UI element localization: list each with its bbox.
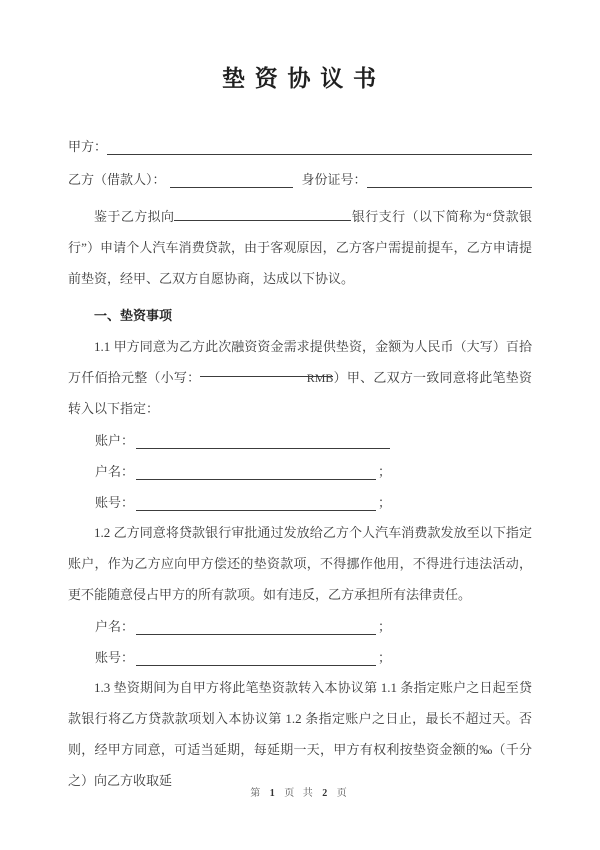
primary-account-row <box>68 424 532 455</box>
party-a-blank-line <box>107 140 532 155</box>
clause-1-1-text-after-blank: ）甲、乙双方一致同意将此笔垫资转入以下指定： <box>68 370 532 416</box>
secondary-holder-name-terminator: ； <box>378 619 392 634</box>
party-a-label: 甲方： <box>68 139 108 154</box>
secondary-holder-name-row <box>68 610 532 641</box>
secondary-account-number-terminator: ； <box>378 650 392 665</box>
secondary-holder-name-label: 户名： <box>95 619 135 634</box>
secondary-account-number-blank-line <box>136 651 376 666</box>
bank-name-blank-line <box>174 207 351 221</box>
primary-account-number-row <box>68 486 532 517</box>
secondary-account-number-row <box>68 641 532 672</box>
primary-account-blank-line <box>136 434 390 449</box>
id-number-label: 身份证号： <box>301 172 367 187</box>
clause-1-2-paragraph: 1.2 乙方同意将贷款银行审批通过发放给乙方个人汽车消费款发放至以下指定账户，作为乙方应向甲方偿还的垫资款项，不得挪作他用，不得进行违法活动，更不能随意侵占甲方的所有款项。如有违反，乙方承担所有法律责任。 <box>68 525 532 602</box>
amount-lowercase-blank-line <box>200 363 334 385</box>
preamble-paragraph <box>68 201 532 294</box>
secondary-holder-name-blank-line <box>136 620 376 635</box>
secondary-account-number-label: 账号： <box>95 650 135 665</box>
footer-word-prefix: 第 <box>250 788 264 799</box>
rmb-suffix-text: RMB <box>306 371 334 385</box>
preamble-text-before-blank: 鉴于乙方拟向 <box>94 209 175 224</box>
party-b-row <box>68 168 532 188</box>
clause-1-3-paragraph: 1.3 垫资期间为自甲方将此笔垫资款转入本协议第 1.1 条指定账户之日起至贷款银行将乙方贷款款项划入本协议第 1.2 条指定账户之日止，最长不超过天。否则，经甲方同意，可适当延期，每延期一天，甲方有权利按垫资金额的‰（千分之）向乙方收取延 <box>68 680 532 788</box>
primary-holder-name-terminator: ； <box>378 464 392 479</box>
primary-account-number-label: 账号： <box>95 495 135 510</box>
footer-current-page-number: 1 <box>269 788 278 799</box>
footer-word-suffix: 页 <box>336 788 350 799</box>
preamble-text-after-blank: 银行支行（以下简称为“贷款银行”）申请个人汽车消费贷款，由于客观原因，乙方客户需提前提车，乙方申请提前垫资，经甲、乙双方自愿协商，达成以下协议。 <box>68 209 532 286</box>
page-footer <box>0 784 600 799</box>
primary-holder-name-label: 户名： <box>95 464 135 479</box>
party-a-row <box>68 135 532 155</box>
clause-1-1-paragraph <box>68 331 532 424</box>
footer-total-pages-number: 2 <box>322 788 331 799</box>
primary-account-number-blank-line <box>136 496 376 511</box>
party-b-name-blank-line <box>170 173 293 188</box>
clause-1-1-text-before-blank: 1.1 甲方同意为乙方此次融资资金需求提供垫资，金额为人民币（大写）百拾万仟佰拾元整（小写： <box>68 339 532 385</box>
document-title: 垫 资 协 议 书 <box>222 66 378 91</box>
id-number-blank-line <box>367 173 532 188</box>
footer-word-middle: 页 共 <box>284 788 316 799</box>
primary-account-label: 账户： <box>95 433 135 448</box>
primary-holder-name-row <box>68 455 532 486</box>
primary-holder-name-blank-line <box>136 465 376 480</box>
party-b-label: 乙方（借款人）： <box>68 172 166 187</box>
section-one-heading: 一、垫资事项 <box>94 308 173 323</box>
primary-account-number-terminator: ； <box>378 495 392 510</box>
